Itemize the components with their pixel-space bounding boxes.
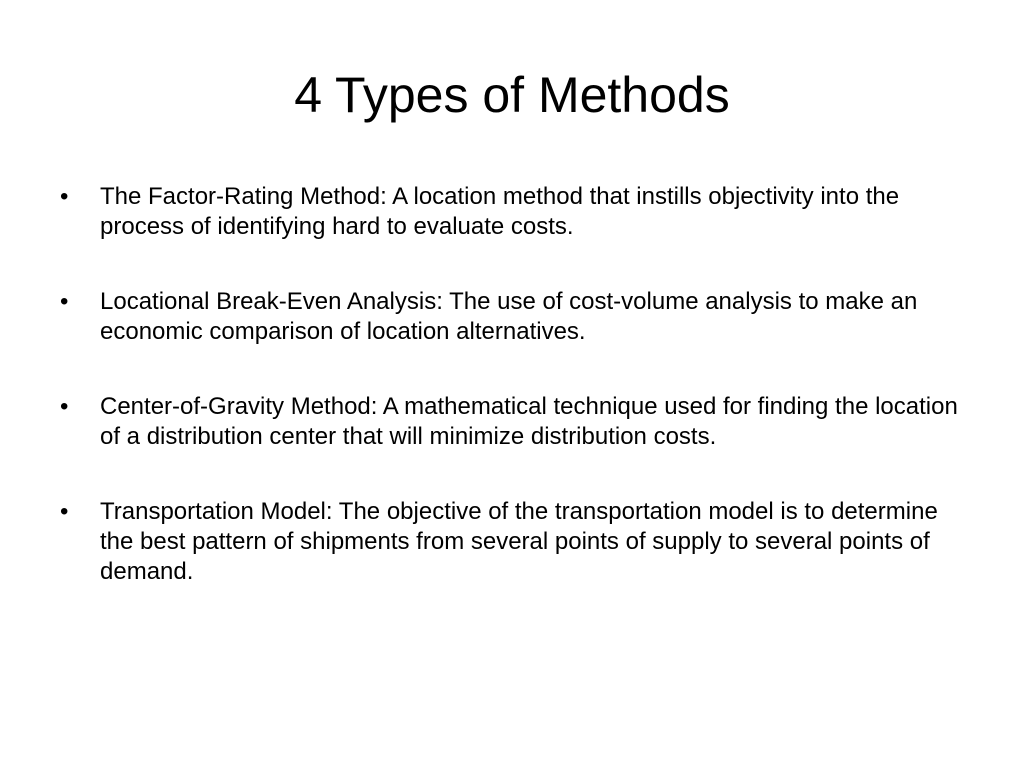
bullet-icon: • xyxy=(60,183,69,210)
bullet-item-transportation-model xyxy=(60,497,970,587)
bullet-text: Transportation Model: The objective of the transportation model is to determine the best pattern of shipments from several points of supply to several points of demand. xyxy=(100,498,938,585)
bullet-text: The Factor-Rating Method: A location method that instills objectivity into the process of identifying hard to evaluate costs. xyxy=(100,183,900,240)
bullet-item-factor-rating xyxy=(60,182,970,242)
bullet-icon: • xyxy=(60,288,69,315)
bullet-list xyxy=(60,182,970,632)
bullet-icon: • xyxy=(60,393,69,420)
bullet-text: Center-of-Gravity Method: A mathematical technique used for finding the location of a distribution center that will minimize distribution costs. xyxy=(100,393,958,450)
slide-title: 4 Types of Methods xyxy=(294,67,730,123)
bullet-item-center-of-gravity xyxy=(60,392,970,452)
bullet-text: Locational Break-Even Analysis: The use of cost-volume analysis to make an economic comparison of location alternatives. xyxy=(100,288,918,345)
bullet-icon: • xyxy=(60,498,69,525)
bullet-item-break-even xyxy=(60,287,970,347)
